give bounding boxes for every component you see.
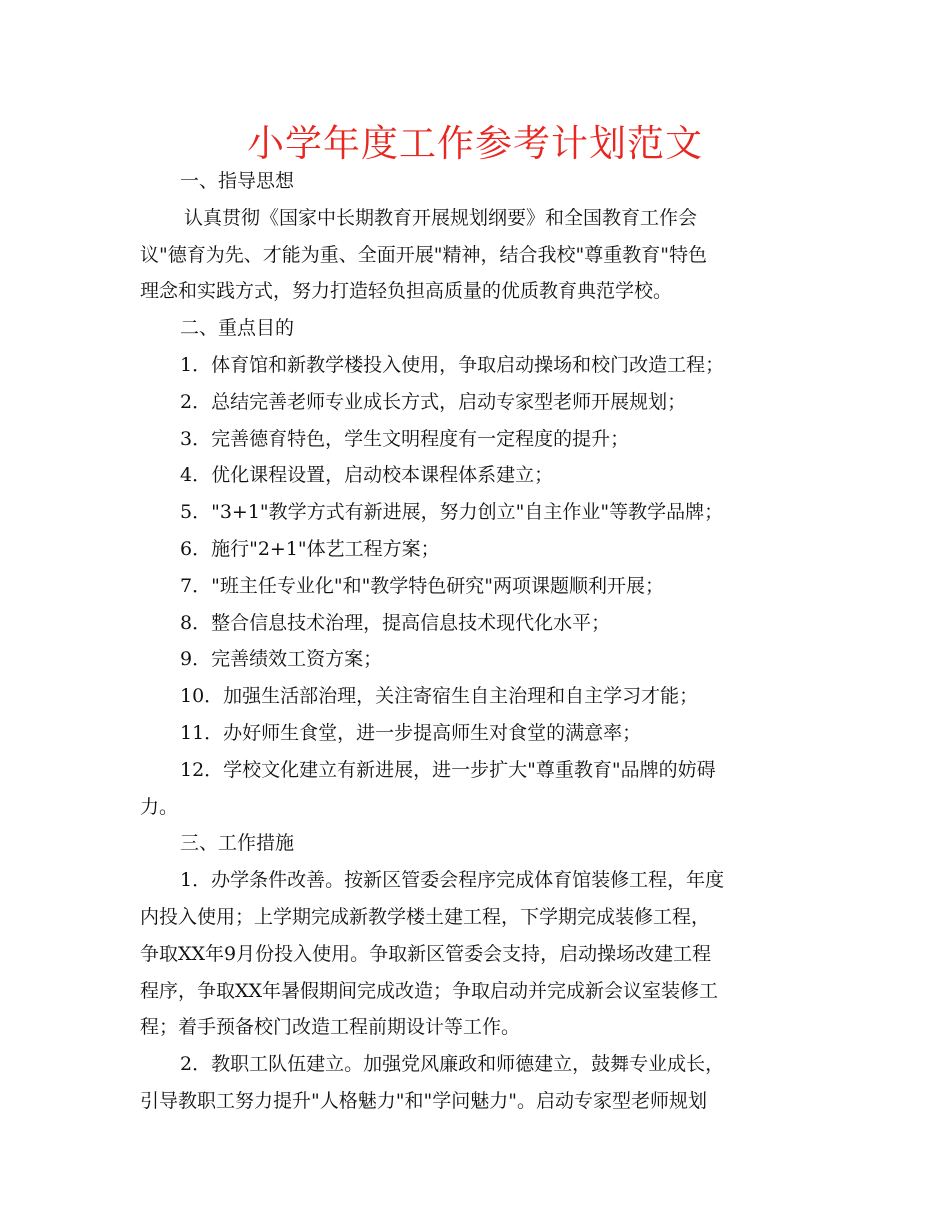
- paragraph-line: 2．教职工队伍建立。加强党风廉政和师德建立，鼓舞专业成长，: [180, 1053, 725, 1076]
- paragraph-line: 理念和实践方式，努力打造轻负担高质量的优质教育典范学校。: [140, 280, 673, 303]
- section-heading-work-measures: 三、工作措施: [180, 832, 295, 855]
- document-title: 小学年度工作参考计划范文: [247, 122, 703, 165]
- paragraph-line: 认真贯彻《国家中长期教育开展规划纲要》和全国教育工作会: [184, 206, 698, 229]
- list-item: 8．整合信息技术治理，提高信息技术现代化水平；: [180, 611, 611, 634]
- list-item: 4．优化课程设置，启动校本课程体系建立；: [180, 464, 554, 487]
- paragraph-line: 议"德育为先、才能为重、全面开展"精神，结合我校"尊重教育"特色: [140, 243, 707, 266]
- section-heading-key-goals: 二、重点目的: [180, 317, 295, 340]
- paragraph-line: 程；着手预备校门改造工程前期设计等工作。: [140, 1016, 521, 1039]
- list-item: 12．学校文化建立有新进展，进一步扩大"尊重教育"品牌的妨碍: [180, 758, 716, 781]
- list-item: 3．完善德育特色，学生文明程度有一定程度的提升；: [180, 427, 630, 450]
- paragraph-line: 内投入使用；上学期完成新教学楼土建工程，下学期完成装修工程，: [140, 905, 711, 928]
- list-item: 11．办好师生食堂，进一步提高师生对食堂的满意率；: [180, 721, 642, 744]
- list-item: 10．加强生活部治理，关注寄宿生自主治理和自主学习才能；: [180, 685, 699, 708]
- list-item: 2．总结完善老师专业成长方式，启动专家型老师开展规划；: [180, 390, 687, 413]
- paragraph-line: 程序，争取XX年暑假期间完成改造；争取启动并完成新会议室装修工: [140, 979, 719, 1002]
- document-body: [140, 163, 812, 1120]
- paragraph-line: 争取XX年9月份投入使用。争取新区管委会支持，启动操场改建工程: [140, 942, 712, 965]
- paragraph-line: 1．办学条件改善。按新区管委会程序完成体育馆装修工程，年度: [180, 869, 725, 892]
- section-heading-guiding-thought: 一、指导思想: [180, 170, 295, 192]
- list-item: 6．施行"2+1"体艺工程方案；: [180, 537, 440, 560]
- paragraph-line: 引导教职工努力提升"人格魅力"和"学问魅力"。启动专家型老师规划: [140, 1089, 707, 1112]
- list-item: 9．完善绩效工资方案；: [180, 648, 383, 671]
- list-item: 7．"班主任专业化"和"教学特色研究"两项课题顺利开展；: [180, 574, 665, 597]
- list-item: 1．体育馆和新教学楼投入使用，争取启动操场和校门改造工程；: [180, 353, 725, 376]
- list-item: 5．"3+1"教学方式有新进展，努力创立"自主作业"等教学品牌；: [180, 501, 724, 524]
- list-item-continuation: 力。: [140, 795, 179, 818]
